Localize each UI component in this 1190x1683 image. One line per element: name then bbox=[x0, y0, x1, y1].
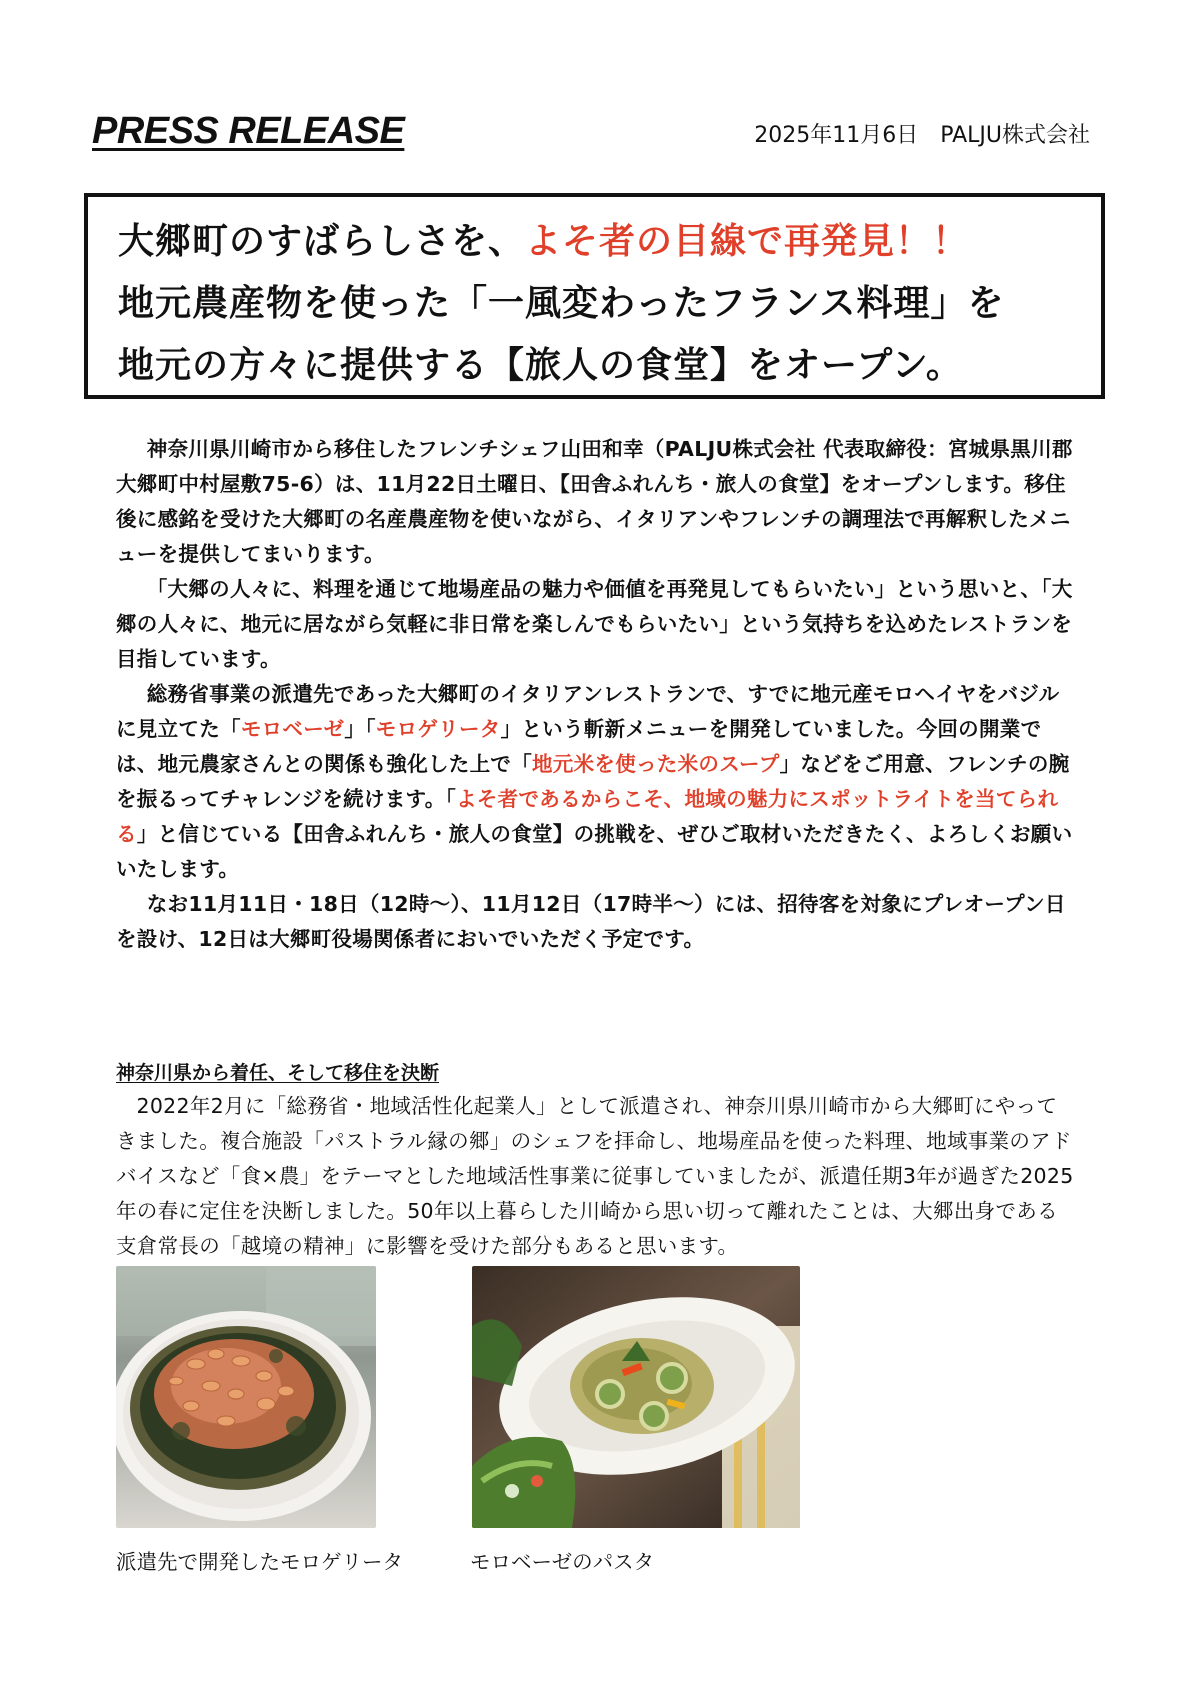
headline-box bbox=[84, 193, 1105, 399]
press-release-title: PRESS RELEASE bbox=[92, 110, 405, 152]
menu-name-morogerita: モロゲリータ bbox=[375, 717, 501, 741]
section-heading: 神奈川県から着任、そして移住を決断 bbox=[116, 1062, 440, 1084]
body-paragraph-2: 「大郷の人々に、料理を通じて地場産品の魅力や価値を再発見してもらいたい」という思いと、「大郷の人々に、地元に居ながら気軽に非日常を楽しんでもらいたい」という気持ちを込めたレストランを目指しています。 bbox=[116, 577, 1073, 671]
headline-line-2: 地元農産物を使った「一風変わったフランス料理」を bbox=[118, 283, 1005, 324]
pizza-illustration bbox=[116, 1266, 376, 1528]
body-paragraph-1: 神奈川県川崎市から移住したフレンチシェフ山田和幸（PALJU株式会社 代表取締役：宮城県黒川郡大郷町中村屋敷75-6）は、11月22日土曜日、【田舎ふれんち・旅人の食堂】をオープンします。移住後に感銘を受けた大郷町の名産農産物を使いながら、イタリアンやフレンチの調理法で再解釈したメニューを提供してまいります。 bbox=[116, 437, 1073, 566]
body-paragraph-4: なお11月11日・18日（12時〜）、11月12日（17時半〜）には、招待客を対象にプレオープン日を設け、12日は大郷町役場関係者においでいただく予定です。 bbox=[116, 892, 1066, 951]
pasta-photo bbox=[472, 1266, 800, 1528]
body-p3-text-d: 」などをご用意、フレンチの腕を振るってチャレンジを続けます。「 bbox=[116, 752, 1070, 811]
section-body bbox=[116, 1089, 1076, 1264]
body-p3-text-e: 」と信じている【田舎ふれんち・旅人の食堂】の挑戦を、ぜひご取材いただきたく、よろしくお願いいたします。 bbox=[116, 822, 1073, 881]
body-p3-text-a: 総務省事業の派遣先であった大郷町のイタリアンレストランで、すでに地元産モロヘイヤをバジルに見立てた「 bbox=[116, 682, 1060, 741]
headline-line-1-highlight: よそ者の目線で再発見！！ bbox=[525, 221, 970, 262]
photo-caption-2: モロベーゼのパスタ bbox=[470, 1550, 655, 1574]
photo-caption-1: 派遣先で開発したモロゲリータ bbox=[116, 1550, 403, 1574]
menu-name-morobeze: モロベーゼ bbox=[240, 717, 345, 741]
body-paragraph-3 bbox=[116, 677, 1076, 887]
body-p3-text-c: 」という斬新メニューを開発していました。今回の開業では、地元農家さんとの関係も強化した上で「 bbox=[116, 717, 1042, 776]
press-body bbox=[116, 432, 1076, 957]
pizza-photo bbox=[116, 1266, 376, 1528]
headline-line-1-text: 大郷町のすばらしさを、 bbox=[118, 221, 526, 262]
highlight-quote: よそ者であるからこそ、地域の魅力にスポットライトを当てられる bbox=[116, 787, 1059, 846]
menu-name-rice-soup: 地元米を使った米のスープ bbox=[532, 752, 780, 776]
date-and-company: 2025年11月6日 PALJU株式会社 bbox=[754, 123, 1090, 148]
section-paragraph: 2022年2月に「総務省・地域活性化起業人」として派遣され、神奈川県川崎市から大郷町にやってきました。複合施設「パストラル縁の郷」のシェフを拝命し、地場産品を使った料理、地域事業のアドバイスなど「食×農」をテーマとした地域活性事業に従事していましたが、派遣任期3年が過ぎた2025年の春に定住を決断しました。50年以上暮らした川崎から思い切って離れたことは、大郷出身である支倉常長の「越境の精神」に影響を受けた部分もあると思います。 bbox=[116, 1094, 1074, 1258]
headline-line-1 bbox=[118, 211, 1101, 273]
headline-line-3: 地元の方々に提供する【旅人の食堂】をオープン。 bbox=[118, 345, 963, 386]
pasta-illustration bbox=[472, 1266, 800, 1528]
body-p3-text-b: 」「 bbox=[344, 717, 376, 741]
